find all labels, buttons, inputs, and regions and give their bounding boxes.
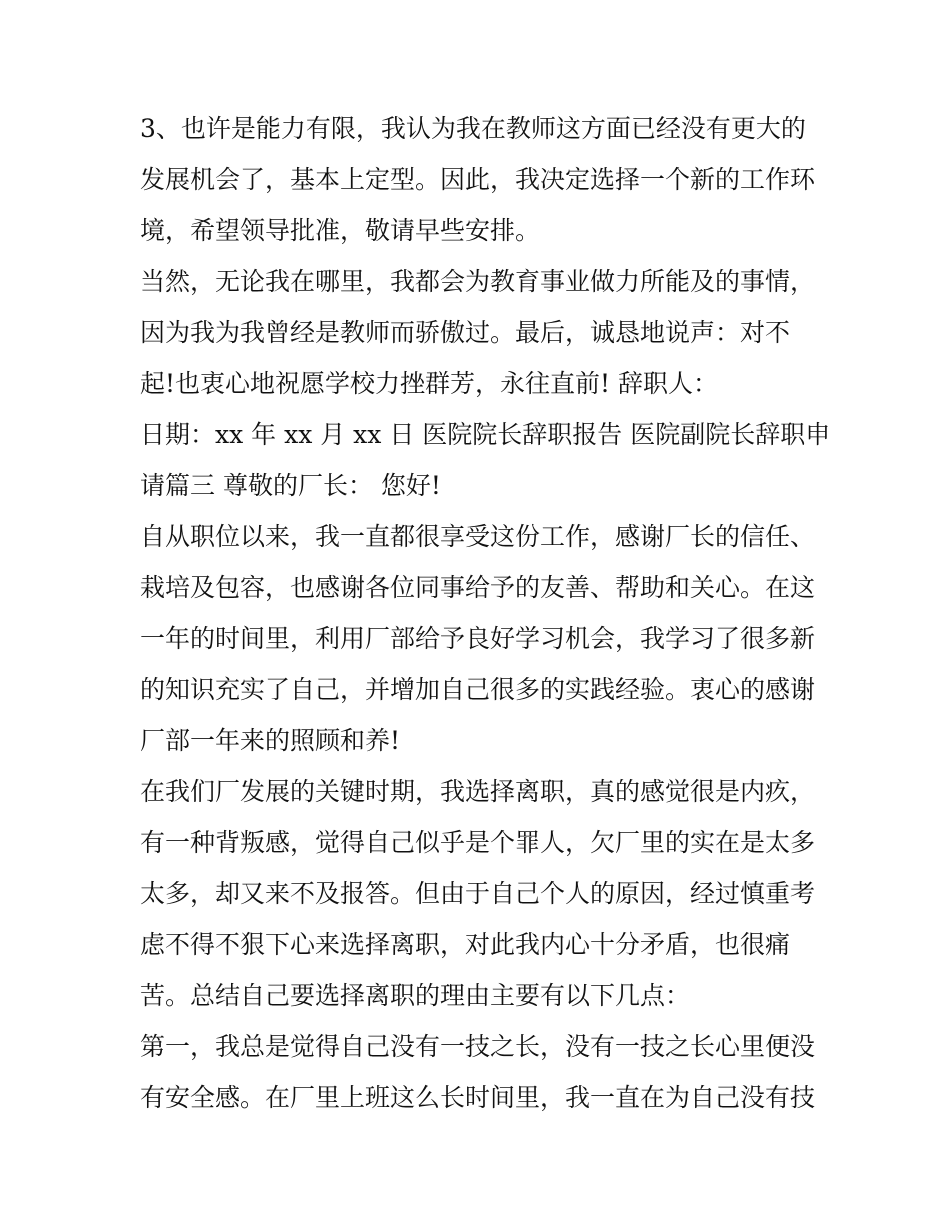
text-line: 发展机会了，基本上定型。因此，我决定选择一个新的工作环 xyxy=(140,165,816,194)
text-line: 3、也许是能力有限，我认为我在教师这方面已经没有更大的 xyxy=(140,114,806,143)
text-line: 有一种背叛感，觉得自己似乎是个罪人，欠厂里的实在是太多 xyxy=(140,828,816,857)
text-line: 苦。总结自己要选择离职的理由主要有以下几点： xyxy=(140,981,691,1010)
text-line: 境，希望领导批准，敬请早些安排。 xyxy=(140,216,541,245)
text-line: 当然，无论我在哪里，我都会为教育事业做力所能及的事情， xyxy=(140,267,816,296)
text-line: 日期：xx 年 xx 月 xx 日 医院院长辞职报告 医院副院长辞职申 xyxy=(140,420,830,449)
text-line: 请篇三 尊敬的厂长： 您好! xyxy=(140,471,441,500)
text-line: 一年的时间里，利用厂部给予良好学习机会，我学习了很多新 xyxy=(140,624,816,653)
text-line: 的知识充实了自己，并增加自己很多的实践经验。衷心的感谢 xyxy=(140,675,816,704)
text-line: 第一，我总是觉得自己没有一技之长，没有一技之长心里便没 xyxy=(140,1032,816,1061)
text-line: 太多，却又来不及报答。但由于自己个人的原因，经过慎重考 xyxy=(140,879,816,908)
text-line: 起!也衷心地祝愿学校力挫群芳，永往直前! 辞职人： xyxy=(140,369,719,398)
text-line: 因为我为我曾经是教师而骄傲过。最后，诚恳地说声：对不 xyxy=(140,318,791,347)
text-line: 虑不得不狠下心来选择离职，对此我内心十分矛盾，也很痛 xyxy=(140,930,791,959)
text-line: 有安全感。在厂里上班这么长时间里，我一直在为自己没有技 xyxy=(140,1083,816,1112)
text-line: 厂部一年来的照顾和养! xyxy=(140,726,401,755)
text-line: 在我们厂发展的关键时期，我选择离职，真的感觉很是内疚， xyxy=(140,777,816,806)
text-line: 栽培及包容，也感谢各位同事给予的友善、帮助和关心。在这 xyxy=(140,573,816,602)
text-line: 自从职位以来，我一直都很享受这份工作，感谢厂长的信任、 xyxy=(140,522,816,551)
